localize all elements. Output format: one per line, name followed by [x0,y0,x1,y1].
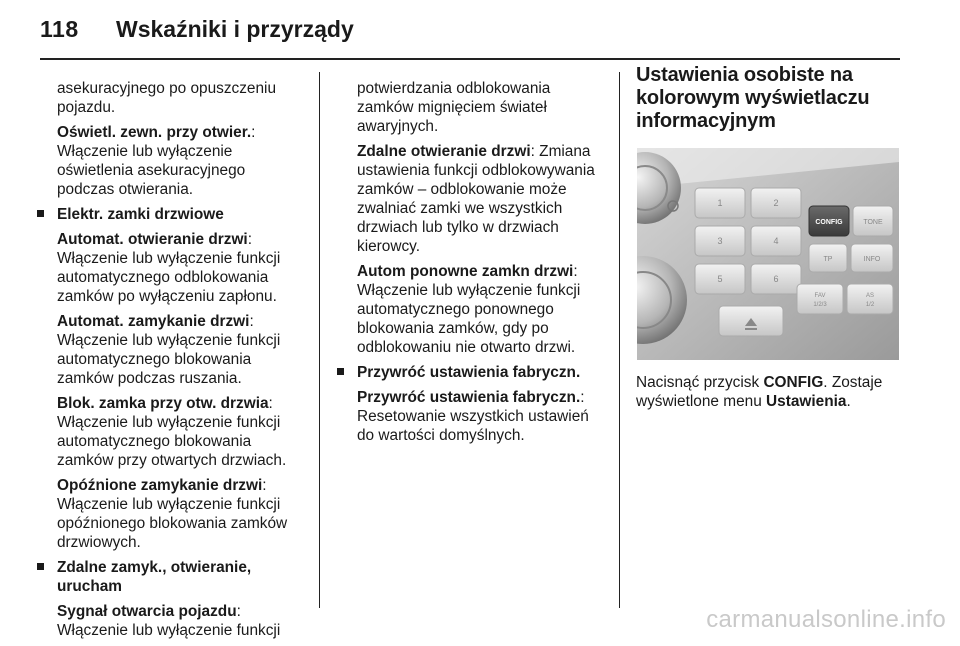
control-panel-illustration [637,148,899,360]
section-title: Ustawienia osobiste na kolorowym wyświetlaczu informacyjnym [636,64,870,132]
setting-desc: Włączenie lub wyłączenie funkcji automatycznego ponownego blokowania zamków, gdy po odblokowaniu nie otwarto drzwi. [357,282,581,356]
setting-desc: Włączenie lub wyłączenie funkcji automatycznego blokowania zamków przy otwartych drzwiach. [57,414,287,469]
fav-label-sub: 1/2/3 [813,302,827,308]
as-label: AS [865,293,875,299]
preset-5-label: 5 [717,274,723,284]
tp-label: TP [823,256,833,263]
bullet-square-icon [337,368,344,375]
setting-colon: : [236,603,241,620]
preset-3-label: 3 [717,236,723,246]
fav-label: FAV [814,293,826,299]
setting-term: Automat. zamykanie drzwi [57,313,250,330]
column-divider-2 [619,72,620,608]
setting-desc: Włączenie lub wyłączenie funkcji [57,622,281,639]
setting-term: Sygnał otwarcia pojazdu [57,603,237,620]
instruction-text: Nacisnąć przycisk [636,374,764,391]
setting-desc: Włączenie lub wyłączenie funkcji automatycznego blokowania zamków podczas ruszania. [57,332,281,387]
setting-item [337,262,609,357]
config-button-ref: CONFIG [763,374,824,391]
preset-4-label: 4 [773,236,779,246]
col1-intro: asekuracyjnego po opuszczeniu pojazdu. [57,80,277,116]
setting-item [37,123,302,199]
chapter-title: Wskaźniki i przyrządy [116,16,354,42]
setting-colon: : [249,313,254,330]
info-label: INFO [863,256,881,263]
header-rule [40,58,900,60]
setting-term: Przywróć ustawienia fabryczn. [357,389,581,406]
bullet-heading [337,363,609,382]
as-label-sub: 1/2 [865,302,875,308]
column-divider-1 [319,72,320,608]
bullet-label: Elektr. zamki drzwiowe [57,206,224,223]
setting-desc: Włączenie lub wyłączenie funkcji automatycznego odblokowania zamków po wyłączeniu zapłonu. [57,250,281,305]
bullet-heading [37,205,302,224]
control-panel-photo [637,148,899,360]
column-3 [636,64,906,133]
setting-desc: Włączenie lub wyłączenie oświetlenia asekuracyjnego podczas otwierania. [57,143,246,198]
watermark: carmanualsonline.info [706,606,946,633]
setting-colon: : [580,389,585,406]
setting-colon: : [251,124,256,141]
setting-term: Automat. otwieranie drzwi [57,231,248,248]
bullet-square-icon [37,563,44,570]
setting-colon: : [247,231,252,248]
config-label: CONFIG [815,219,843,226]
setting-colon: : [268,395,273,412]
setting-term: Opóźnione zamykanie drzwi [57,477,263,494]
preset-1-label: 1 [717,198,723,208]
tone-label: TONE [863,219,883,226]
setting-term: Autom ponowne zamkn drzwi [357,263,574,280]
column-2 [337,79,609,451]
setting-term: Oświetl. zewn. przy otwier. [57,124,252,141]
setting-item [37,476,302,552]
instruction-text: . Zostaje wyświetlone menu [636,374,883,410]
instruction-text: . [846,393,851,410]
preset-2-label: 2 [773,198,779,208]
setting-desc: Resetowanie wszystkich ustawień do wartości domyślnych. [357,408,589,444]
setting-term: Zdalne otwieranie drzwi [357,143,531,160]
page-number: 118 [40,16,79,42]
setting-desc: : Zmiana ustawienia funkcji odblokowywania zamków – odblokowanie może zwalniać zamki we wszystkich drzwiach lub tylko w drzwiach kierowcy. [357,143,595,255]
col2-intro: potwierdzania odblokowania zamków mignięciem świateł awaryjnych. [357,80,551,135]
config-instruction [636,373,906,411]
setting-desc: Włączenie lub wyłączenie funkcji opóźnionego blokowania zamków drzwiowych. [57,496,288,551]
menu-name-ref: Ustawienia [766,393,847,410]
setting-item [37,394,302,470]
column-1 [37,79,302,646]
bullet-label: Zdalne zamyk., otwieranie, urucham [57,559,252,595]
bullet-square-icon [37,210,44,217]
setting-item [37,312,302,388]
setting-item [37,230,302,306]
bullet-label: Przywróć ustawienia fabryczn. [357,364,581,381]
setting-item [337,142,609,256]
setting-colon: : [262,477,267,494]
bullet-heading [37,558,302,596]
setting-item [37,602,302,640]
setting-term: Blok. zamka przy otw. drzwia [57,395,269,412]
setting-colon: : [573,263,578,280]
setting-item [337,388,609,445]
preset-6-label: 6 [773,274,779,284]
